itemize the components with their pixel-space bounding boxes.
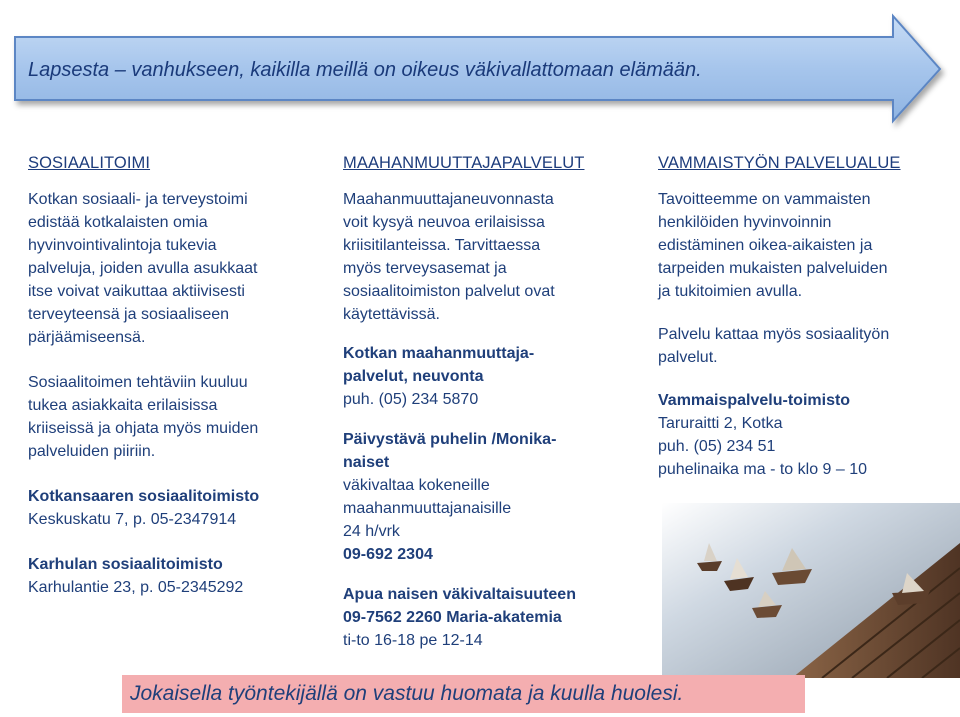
disability-office-contact (658, 389, 948, 481)
text-line: myös terveysasemat ja (343, 260, 507, 277)
disability-intro-paragraph (658, 188, 948, 303)
office-address: Karhulantie 23, p. 05-2345292 (28, 579, 244, 596)
help-hours: ti-to 16-18 pe 12-14 (343, 632, 483, 649)
text-line: pärjäämiseensä. (28, 329, 146, 346)
text-line: palveluja, joiden avulla asukkaat (28, 260, 258, 277)
text-line: käytettävissä. (343, 306, 440, 323)
paper-boats-photo (662, 503, 960, 678)
office-name: Vammaispalvelu-toimisto (658, 392, 851, 409)
office-address: Taruraitti 2, Kotka (658, 415, 783, 432)
paper-boats-image (662, 503, 960, 678)
text-line: kriisitilanteissa. Tarvittaessa (343, 237, 541, 254)
footer-message: Jokaisella työntekijällä on vastuu huomata ja kuulla huolesi. (130, 682, 684, 705)
hotline-contact (343, 428, 643, 566)
hotline-desc: maahanmuuttajanaisille (343, 500, 512, 517)
text-line: sosiaalitoimiston palvelut ovat (343, 283, 555, 300)
office-name: Kotkansaaren sosiaalitoimisto (28, 488, 260, 505)
banner-arrow (0, 0, 960, 135)
help-phone: 09-7562 2260 Maria-akatemia (343, 609, 562, 626)
text-line: palveluiden piiriin. (28, 443, 156, 460)
text-line: edistäminen oikea-aikaisten ja (658, 237, 873, 254)
service-phone: puh. (05) 234 5870 (343, 391, 479, 408)
hotline-desc: väkivaltaa kokeneille (343, 477, 490, 494)
text-line: ja tukitoimien avulla. (658, 283, 803, 300)
text-line: Tavoitteemme on vammaisten (658, 191, 871, 208)
social-tasks-paragraph (28, 371, 318, 463)
immigrant-services-contact (343, 342, 643, 411)
office-hours: puhelinaika ma - to klo 9 – 10 (658, 461, 868, 478)
heading-disability-services: VAMMAISTYÖN PALVELUALUE (658, 154, 901, 172)
office-phone: puh. (05) 234 51 (658, 438, 776, 455)
text-line: voit kysyä neuvoa erilaisissa (343, 214, 545, 231)
text-line: tukea asiakkaita erilaisissa (28, 397, 218, 414)
office-address: Keskuskatu 7, p. 05-2347914 (28, 511, 237, 528)
banner-slogan: Lapsesta – vanhukseen, kaikilla meillä on oikeus väkivallattomaan elämään. (28, 59, 702, 81)
text-line: henkilöiden hyvinvoinnin (658, 214, 832, 231)
heading-immigrant-services: MAAHANMUUTTAJAPALVELUT (343, 154, 585, 172)
text-line: Kotkan sosiaali- ja terveystoimi (28, 191, 248, 208)
column-disability-services (658, 152, 948, 503)
hotline-name: naiset (343, 454, 390, 471)
text-line: terveyteensä ja sosiaaliseen (28, 306, 230, 323)
office-karhula (28, 553, 318, 599)
text-line: kriiseissä ja ohjata myös muiden (28, 420, 259, 437)
social-intro-paragraph (28, 188, 318, 349)
immigrant-intro-paragraph (343, 188, 643, 326)
help-contact (343, 583, 643, 652)
text-line: edistää kotkalaisten omia (28, 214, 208, 231)
hotline-desc: 24 h/vrk (343, 523, 400, 540)
office-name: Karhulan sosiaalitoimisto (28, 556, 223, 573)
service-name: palvelut, neuvonta (343, 368, 484, 385)
disability-scope-paragraph (658, 323, 948, 369)
text-line: tarpeiden mukaisten palveluiden (658, 260, 888, 277)
hotline-phone: 09-692 2304 (343, 546, 433, 563)
text-line: Palvelu kattaa myös sosiaalityön (658, 326, 890, 343)
service-name: Kotkan maahanmuuttaja- (343, 345, 535, 362)
text-line: hyvinvointivalintoja tukevia (28, 237, 217, 254)
hotline-name: Päivystävä puhelin /Monika- (343, 431, 557, 448)
text-line: Maahanmuuttajaneuvonnasta (343, 191, 554, 208)
office-kotkansaari (28, 485, 318, 531)
help-name: Apua naisen väkivaltaisuuteen (343, 586, 576, 603)
column-social-services (28, 152, 318, 621)
column-immigrant-services (343, 152, 643, 674)
text-line: itse voivat vaikuttaa aktiivisesti (28, 283, 245, 300)
heading-social-services: SOSIAALITOIMI (28, 154, 151, 172)
footer-message-bar (122, 675, 805, 713)
text-line: Sosiaalitoimen tehtäviin kuuluu (28, 374, 248, 391)
text-line: palvelut. (658, 349, 718, 366)
